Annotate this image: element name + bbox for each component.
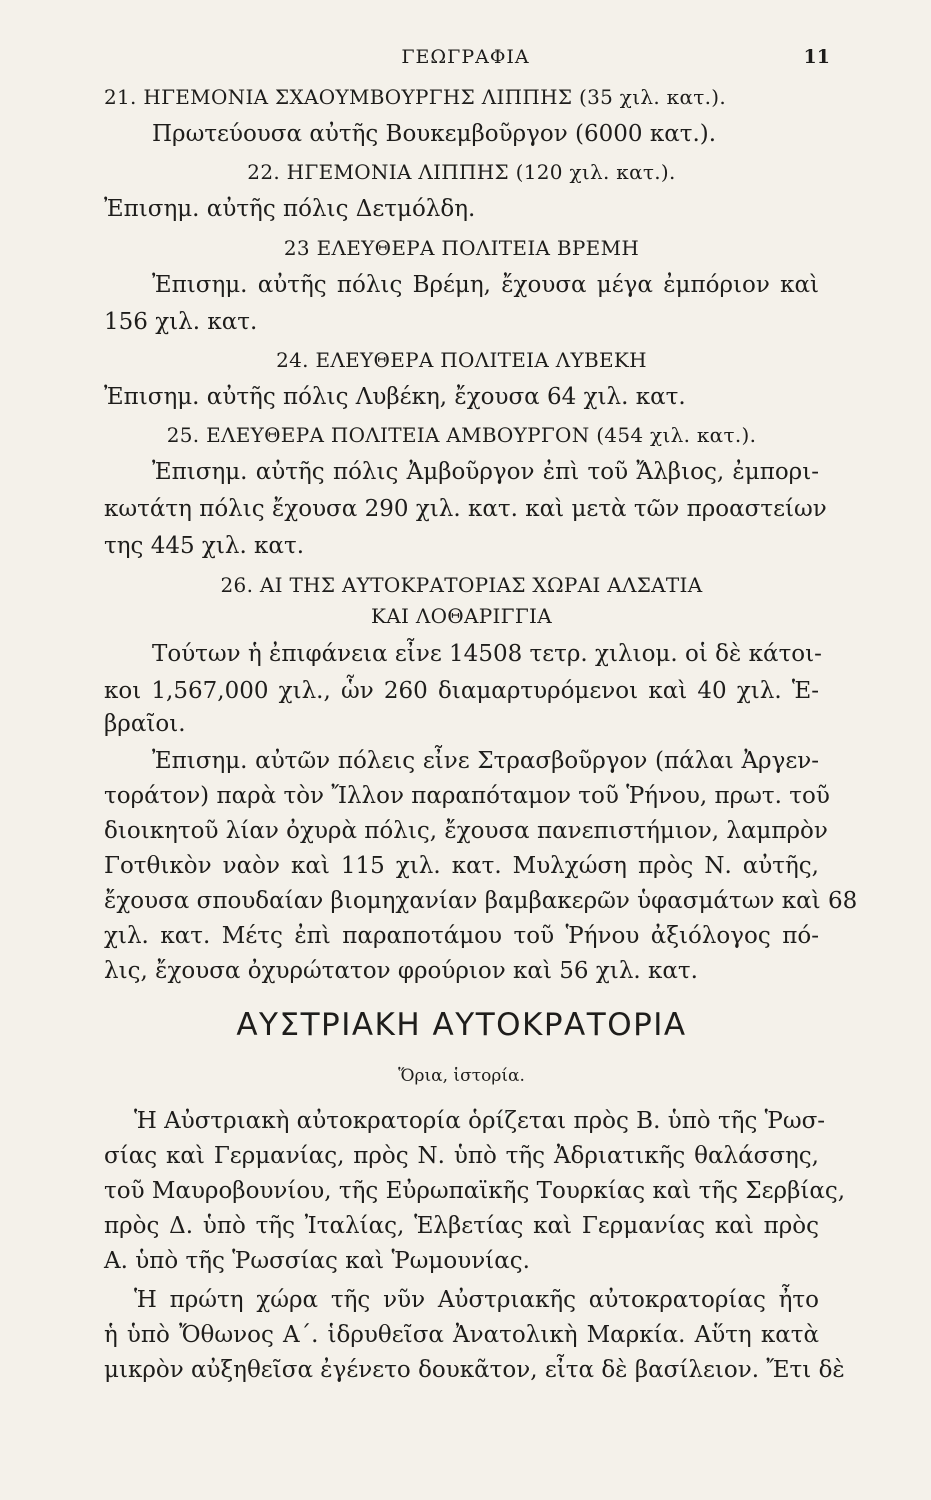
body-line: ἔχουσα σπουδαίαν βιομηχανίαν βαμβακερῶν ὑφασμάτων καὶ 68 xyxy=(104,888,858,914)
section-body-line: Α. ὑπὸ τῆς Ῥωσσίας καὶ Ῥωμουνίας. xyxy=(104,1248,530,1274)
body-line: λις, ἔχουσα ὀχυρώτατον φρούριον καὶ 56 χιλ. κατ. xyxy=(104,958,698,984)
entry-25-heading: 25. ΕΛΕΥΘΕΡΑ ΠΟΛΙΤΕΙΑ ΑΜΒΟΥΡΓΟΝ (454 χιλ. κατ.). xyxy=(166,423,757,447)
section-body-line: Ἡ Αὐστριακὴ αὐτοκρατορία ὁρίζεται πρὸς Β. ὑπὸ τῆς Ῥωσ- xyxy=(134,1108,826,1134)
body-line: βραῖοι. xyxy=(104,711,186,737)
section-body-line: τοῦ Μαυροβουνίου, τῆς Εὐρωπαϊκῆς Τουρκίας καὶ τῆς Σερβίας, xyxy=(104,1178,846,1204)
body-line: τοράτον) παρὰ τὸν Ἴλλον παραπόταμον τοῦ Ῥήνου, πρωτ. τοῦ xyxy=(104,783,830,809)
section-subtitle: Ὅρια, ἱστορία. xyxy=(398,1066,525,1086)
body-line: Ἐπισημ. αὐτῆς πόλις Βρέμη, ἔχουσα μέγα ἐμπόριον καὶ xyxy=(152,272,819,298)
entry-21-heading: 21. ΗΓΕΜΟΝΙΑ ΣΧΑΟΥΜΒΟΥΡΓΗΣ ΛΙΠΠΗΣ (35 χιλ. κατ.). xyxy=(104,85,727,109)
body-line: της 445 χιλ. κατ. xyxy=(104,533,305,559)
section-body-line: Ἡ πρώτη χώρα τῆς νῦν Αὐστριακῆς αὐτοκρατορίας ἦτο xyxy=(134,1287,819,1313)
entry-26-heading-cont: ΚΑΙ ΛΟΘΑΡΙΓΓΙΑ xyxy=(371,604,552,628)
running-head: ΓΕΩΓΡΑΦΙΑ xyxy=(401,46,530,68)
section-body-line: πρὸς Δ. ὑπὸ τῆς Ἰταλίας, Ἑλβετίας καὶ Γερμανίας καὶ πρὸς xyxy=(104,1213,819,1239)
entry-24-heading: 24. ΕΛΕΥΘΕΡΑ ΠΟΛΙΤΕΙΑ ΛΥΒΕΚΗ xyxy=(276,348,647,372)
entry-23-heading: 23 ΕΛΕΥΘΕΡΑ ΠΟΛΙΤΕΙΑ ΒΡΕΜΗ xyxy=(283,236,640,260)
body-line: Ἐπισημ. αὐτῶν πόλεις εἶνε Στρασβοῦργον (πάλαι Ἀργεν- xyxy=(152,748,819,774)
body-line: χιλ. κατ. Μέτς ἐπὶ παραποτάμου τοῦ Ῥήνου ἀξιόλογος πό- xyxy=(104,923,819,949)
page-number: 11 xyxy=(803,46,830,68)
body-line: Ἐπισημ. αὐτῆς πόλις Δετμόλδη. xyxy=(104,196,476,222)
section-body-line: σίας καὶ Γερμανίας, πρὸς Ν. ὑπὸ τῆς Ἀδριατικῆς θαλάσσης, xyxy=(104,1143,819,1169)
section-title: ΑΥΣΤΡΙΑΚΗ ΑΥΤΟΚΡΑΤΟΡΙΑ xyxy=(236,1007,687,1043)
body-line: Ἐπισημ. αὐτῆς πόλις Ἀμβοῦργον ἐπὶ τοῦ Ἄλβιος, ἐμπορι- xyxy=(152,459,819,485)
body-line: Πρωτεύουσα αὐτῆς Βουκεμβοῦργον (6000 κατ.). xyxy=(152,121,717,147)
section-body-line: ἡ ὑπὸ Ὄθωνος Α΄. ἱδρυθεῖσα Ἀνατολικὴ Μαρκία. Αὕτη κατὰ xyxy=(104,1322,819,1348)
body-line: 156 χιλ. κατ. xyxy=(104,309,258,335)
body-line: Ἐπισημ. αὐτῆς πόλις Λυβέκη, ἔχουσα 64 χιλ. κατ. xyxy=(104,384,686,410)
body-line: διοικητοῦ λίαν ὀχυρὰ πόλις, ἔχουσα πανεπιστήμιον, λαμπρὸν xyxy=(104,818,828,844)
body-line: Τούτων ἡ ἐπιφάνεια εἶνε 14508 τετρ. χιλιομ. οἱ δὲ κάτοι- xyxy=(152,641,822,667)
entry-22-heading: 22. ΗΓΕΜΟΝΙΑ ΛΙΠΠΗΣ (120 χιλ. κατ.). xyxy=(247,160,676,184)
body-line: κοι 1,567,000 χιλ., ὧν 260 διαμαρτυρόμενοι καὶ 40 χιλ. Ἑ- xyxy=(104,678,819,704)
body-line: Γοτθικὸν ναὸν καὶ 115 χιλ. κατ. Μυλχώση πρὸς Ν. αὐτῆς, xyxy=(104,853,819,879)
entry-26-heading: 26. ΑΙ ΤΗΣ ΑΥΤΟΚΡΑΤΟΡΙΑΣ ΧΩΡΑΙ ΑΛΣΑΤΙΑ xyxy=(220,573,703,597)
body-line: κωτάτη πόλις ἔχουσα 290 χιλ. κατ. καὶ μετὰ τῶν προαστείων xyxy=(104,496,827,522)
section-body-line: μικρὸν αὐξηθεῖσα ἐγένετο δουκᾶτον, εἶτα δὲ βασίλειον. Ἔτι δὲ xyxy=(104,1357,845,1383)
